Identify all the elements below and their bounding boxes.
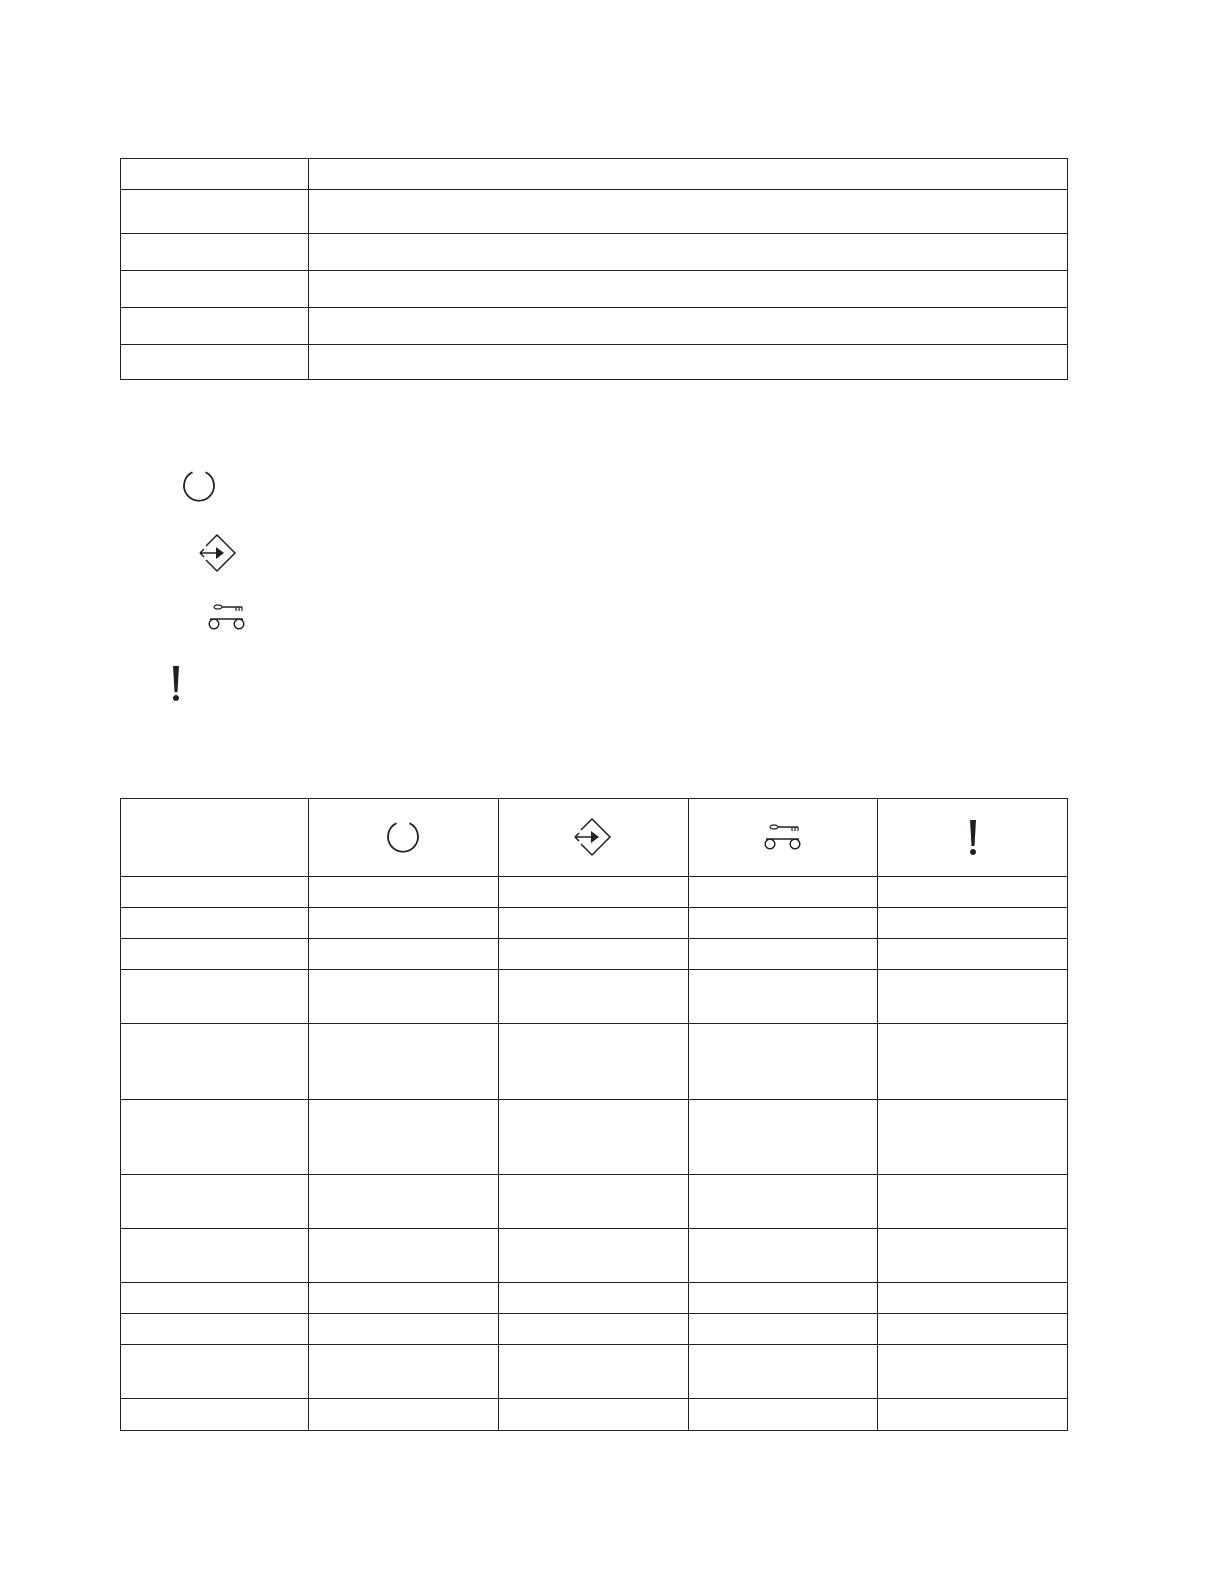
table-cell: [688, 970, 878, 1024]
enter-diamond-icon: [197, 534, 239, 574]
table-cell: [878, 970, 1068, 1024]
table-cell: [121, 271, 309, 308]
table-row: [121, 970, 1068, 1024]
table-cell: [498, 1100, 688, 1175]
table-cell: [688, 908, 878, 939]
table-cell: [121, 1314, 309, 1345]
table-cell: [498, 1345, 688, 1399]
table-cell: [498, 939, 688, 970]
table-cell: [121, 308, 309, 345]
table-cell: [688, 939, 878, 970]
table-cell: [121, 970, 309, 1024]
table-cell: [121, 159, 309, 190]
table-cell: [121, 345, 309, 380]
table-row: [121, 1283, 1068, 1314]
table-header-cell: [688, 799, 878, 877]
table-cell: [878, 1229, 1068, 1283]
table-cell: [688, 877, 878, 908]
table-row: [121, 1100, 1068, 1175]
table-cell: [498, 908, 688, 939]
table-cell: [498, 970, 688, 1024]
table-cell: [121, 1345, 309, 1399]
table-cell: [121, 234, 309, 271]
table-cell: [688, 1345, 878, 1399]
table-row: [121, 877, 1068, 908]
table-row: [121, 159, 1068, 190]
table-cell: [688, 1399, 878, 1431]
table-cell: [878, 1024, 1068, 1100]
exclamation-icon: [168, 664, 184, 704]
table-cell: [309, 271, 1068, 308]
table-row: [121, 190, 1068, 234]
table-cell: [878, 939, 1068, 970]
power-ring-icon: [384, 819, 422, 857]
table-header-cell: [498, 799, 688, 877]
table-row: [121, 234, 1068, 271]
reference-table: [120, 158, 1068, 380]
table-cell: [121, 190, 309, 234]
table-cell: [121, 1283, 309, 1314]
table-cell: [309, 939, 499, 970]
table-cell: [309, 1399, 499, 1431]
table-cell: [309, 1229, 499, 1283]
table-header-cell: [121, 799, 309, 877]
table-cell: [878, 1100, 1068, 1175]
power-ring-icon: [180, 468, 218, 506]
table-cell: [121, 1024, 309, 1100]
table-row: [121, 1314, 1068, 1345]
status-table: [120, 798, 1068, 1431]
table-cell: [309, 1314, 499, 1345]
table-cell: [498, 1229, 688, 1283]
table-cell: [309, 234, 1068, 271]
table-cell: [878, 1283, 1068, 1314]
table-cell: [498, 1314, 688, 1345]
table-header-row: [121, 799, 1068, 877]
table-cell: [878, 877, 1068, 908]
table-cell: [878, 1345, 1068, 1399]
table-cell: [121, 1100, 309, 1175]
table-row: [121, 1229, 1068, 1283]
table-cell: [309, 308, 1068, 345]
table-row: [121, 308, 1068, 345]
table-cell: [309, 1345, 499, 1399]
table-row: [121, 939, 1068, 970]
table-cell: [309, 908, 499, 939]
table-cell: [878, 1314, 1068, 1345]
table-cell: [121, 1399, 309, 1431]
table-row: [121, 1024, 1068, 1100]
table-cell: [688, 1283, 878, 1314]
table-cell: [498, 1399, 688, 1431]
table-cell: [309, 1175, 499, 1229]
table-cell: [309, 970, 499, 1024]
table-row: [121, 1175, 1068, 1229]
table-cell: [309, 1024, 499, 1100]
table-cell: [309, 877, 499, 908]
table-cell: [309, 190, 1068, 234]
table-cell: [121, 1175, 309, 1229]
table-cell: [121, 1229, 309, 1283]
table-cell: [688, 1175, 878, 1229]
table-row: [121, 1345, 1068, 1399]
table-cell: [498, 1175, 688, 1229]
table-cell: [309, 345, 1068, 380]
exclamation-icon: [965, 818, 981, 858]
table-row: [121, 1399, 1068, 1431]
table-header-cell: [309, 799, 499, 877]
table-cell: [498, 877, 688, 908]
enter-diamond-icon: [572, 818, 614, 858]
table-cell: [688, 1314, 878, 1345]
table-cell: [878, 1175, 1068, 1229]
table-cell: [121, 939, 309, 970]
table-cell: [309, 1283, 499, 1314]
table-cell: [121, 877, 309, 908]
table-cell: [498, 1024, 688, 1100]
table-cell: [878, 1399, 1068, 1431]
table-cell: [688, 1024, 878, 1100]
key-switch-icon: [762, 823, 804, 853]
key-switch-icon: [206, 603, 248, 633]
table-row: [121, 345, 1068, 380]
table-cell: [688, 1100, 878, 1175]
table-cell: [121, 908, 309, 939]
table-cell: [498, 1283, 688, 1314]
table-row: [121, 271, 1068, 308]
table-header-cell: [878, 799, 1068, 877]
table-row: [121, 908, 1068, 939]
table-cell: [688, 1229, 878, 1283]
table-cell: [878, 908, 1068, 939]
table-cell: [309, 159, 1068, 190]
table-cell: [309, 1100, 499, 1175]
